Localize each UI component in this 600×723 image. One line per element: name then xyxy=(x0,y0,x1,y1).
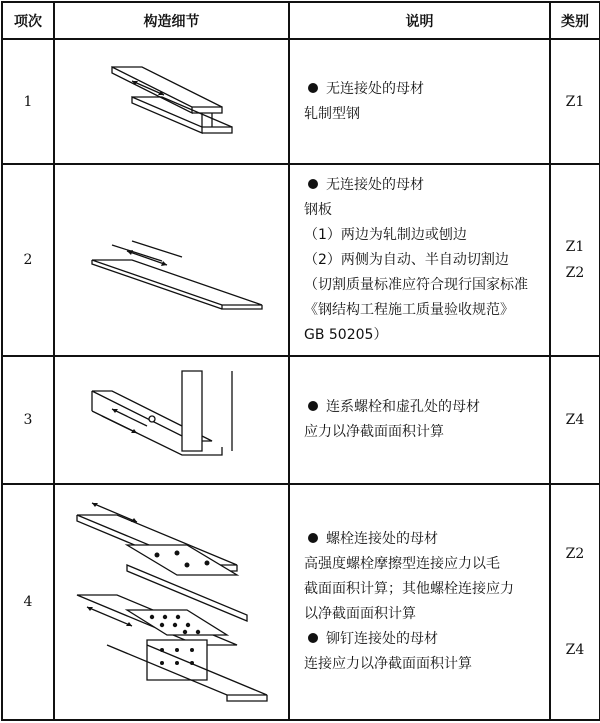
header-detail: 构造细节 xyxy=(54,2,289,39)
desc-line: （2）两侧为自动、半自动切割边 xyxy=(304,251,509,268)
description xyxy=(289,484,550,720)
category xyxy=(550,484,600,720)
desc-line: （1）两边为轧制边或刨边 xyxy=(304,226,467,243)
table-row xyxy=(2,39,600,164)
fatigue-detail-table xyxy=(1,1,600,721)
i-beam-diagram-icon xyxy=(72,47,272,157)
detail-figure xyxy=(54,39,289,164)
header-category: 类别 xyxy=(550,2,600,39)
detail-figure xyxy=(54,164,289,356)
category xyxy=(550,164,600,356)
bullet-icon xyxy=(308,179,318,189)
detail-figure xyxy=(54,356,289,484)
category-value: Z2 xyxy=(565,546,585,562)
table-row xyxy=(2,484,600,720)
desc-line: 铆钉连接处的母材 xyxy=(326,631,438,647)
description xyxy=(289,356,550,484)
desc-line: 轧制型钢 xyxy=(304,105,360,122)
plate-diagram-icon xyxy=(72,205,272,315)
category xyxy=(550,39,600,164)
desc-line: 连接应力以净截面面积计算 xyxy=(304,656,472,672)
bullet-icon xyxy=(308,401,318,411)
description xyxy=(289,164,550,356)
angle-hole-diagram-icon xyxy=(72,361,272,479)
desc-line: 高强度螺栓摩擦型连接应力以毛 xyxy=(304,556,500,572)
desc-line: 《钢结构工程施工质量验收规范》 xyxy=(304,301,514,318)
desc-line: 截面面积计算；其他螺栓连接应力 xyxy=(304,581,514,597)
desc-line: 无连接处的母材 xyxy=(326,80,424,97)
category-value: Z1 xyxy=(565,239,585,255)
desc-line: （切割质量标准应符合现行国家标准 xyxy=(304,276,528,293)
bullet-icon xyxy=(308,533,318,543)
desc-line: GB 50205） xyxy=(304,326,388,343)
desc-line: 连系螺栓和虚孔处的母材 xyxy=(326,399,480,415)
header-item-no: 项次 xyxy=(2,2,54,39)
item-number: 1 xyxy=(2,39,54,164)
table-row xyxy=(2,164,600,356)
description xyxy=(289,39,550,164)
category-value: Z2 xyxy=(565,265,585,281)
item-number: 3 xyxy=(2,356,54,484)
header-description: 说明 xyxy=(289,2,550,39)
category-value: Z1 xyxy=(565,93,585,110)
bullet-icon xyxy=(308,83,318,93)
category-value: Z4 xyxy=(565,412,585,428)
table-row xyxy=(2,356,600,484)
table-header-row xyxy=(2,2,600,39)
item-number: 4 xyxy=(2,484,54,720)
bolted-joint-diagram-icon xyxy=(67,495,277,710)
desc-line: 应力以净截面面积计算 xyxy=(304,424,444,440)
category-value: Z4 xyxy=(565,642,585,658)
desc-line: 钢板 xyxy=(304,201,332,218)
detail-figure xyxy=(54,484,289,720)
desc-line: 以净截面面积计算 xyxy=(304,606,416,622)
desc-line: 螺栓连接处的母材 xyxy=(326,531,438,547)
item-number: 2 xyxy=(2,164,54,356)
bullet-icon xyxy=(308,633,318,643)
desc-line: 无连接处的母材 xyxy=(326,176,424,193)
category xyxy=(550,356,600,484)
